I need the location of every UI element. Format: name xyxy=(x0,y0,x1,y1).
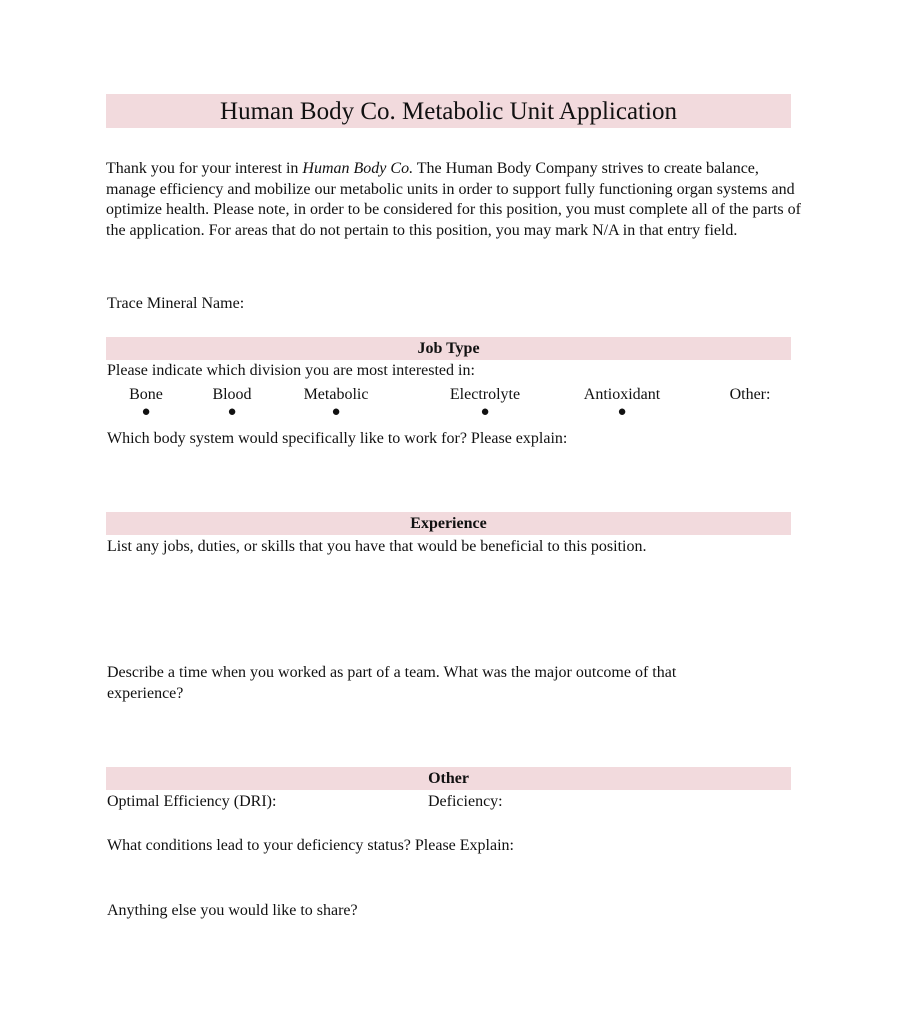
bullet-bone[interactable]: ● xyxy=(141,404,151,420)
intro-paragraph xyxy=(106,159,806,241)
intro-text-rest: The Human Body Company strives to create balance, manage efficiency and mobilize our metabolic units in order to support fully functioning organ systems and optimize health. Please note, in order to be considered for this position, you must complete all of the parts of the application. For areas that do not pertain to this position, you may mark N/A in that entry field. xyxy=(106,160,801,239)
trace-mineral-name-label: Trace Mineral Name: xyxy=(107,295,245,312)
jobs-skills-prompt: List any jobs, duties, or skills that you have that would be beneficial to this position. xyxy=(107,538,647,555)
intro-company-name: Human Body Co. xyxy=(302,160,414,177)
division-option-bone[interactable]: Bone xyxy=(129,386,163,403)
optimal-efficiency-label: Optimal Efficiency (DRI): xyxy=(107,793,277,810)
bullet-metabolic[interactable]: ● xyxy=(331,404,341,420)
division-option-blood[interactable]: Blood xyxy=(212,386,252,403)
other-header: Other xyxy=(428,770,469,787)
page-title: Human Body Co. Metabolic Unit Application xyxy=(220,98,677,125)
division-option-antioxidant[interactable]: Antioxidant xyxy=(583,386,661,403)
bullet-blood[interactable]: ● xyxy=(227,404,237,420)
division-option-electrolyte[interactable]: Electrolyte xyxy=(449,386,521,403)
conditions-question: What conditions lead to your deficiency status? Please Explain: xyxy=(107,837,514,854)
anything-else-question: Anything else you would like to share? xyxy=(107,902,358,919)
bullet-antioxidant[interactable]: ● xyxy=(617,404,627,420)
bullet-electrolyte[interactable]: ● xyxy=(480,404,490,420)
team-prompt-line-2: experience? xyxy=(107,685,184,702)
division-option-other[interactable]: Other: xyxy=(729,386,771,403)
intro-text-start: Thank you for your interest in xyxy=(106,160,303,177)
experience-header: Experience xyxy=(410,515,487,532)
division-prompt: Please indicate which division you are most interested in: xyxy=(107,362,475,379)
team-prompt-line-1: Describe a time when you worked as part of a team. What was the major outcome of that xyxy=(107,664,677,681)
division-option-metabolic[interactable]: Metabolic xyxy=(303,386,369,403)
deficiency-label: Deficiency: xyxy=(428,793,503,810)
job-type-header: Job Type xyxy=(417,340,480,357)
body-system-question: Which body system would specifically like to work for? Please explain: xyxy=(107,430,568,447)
